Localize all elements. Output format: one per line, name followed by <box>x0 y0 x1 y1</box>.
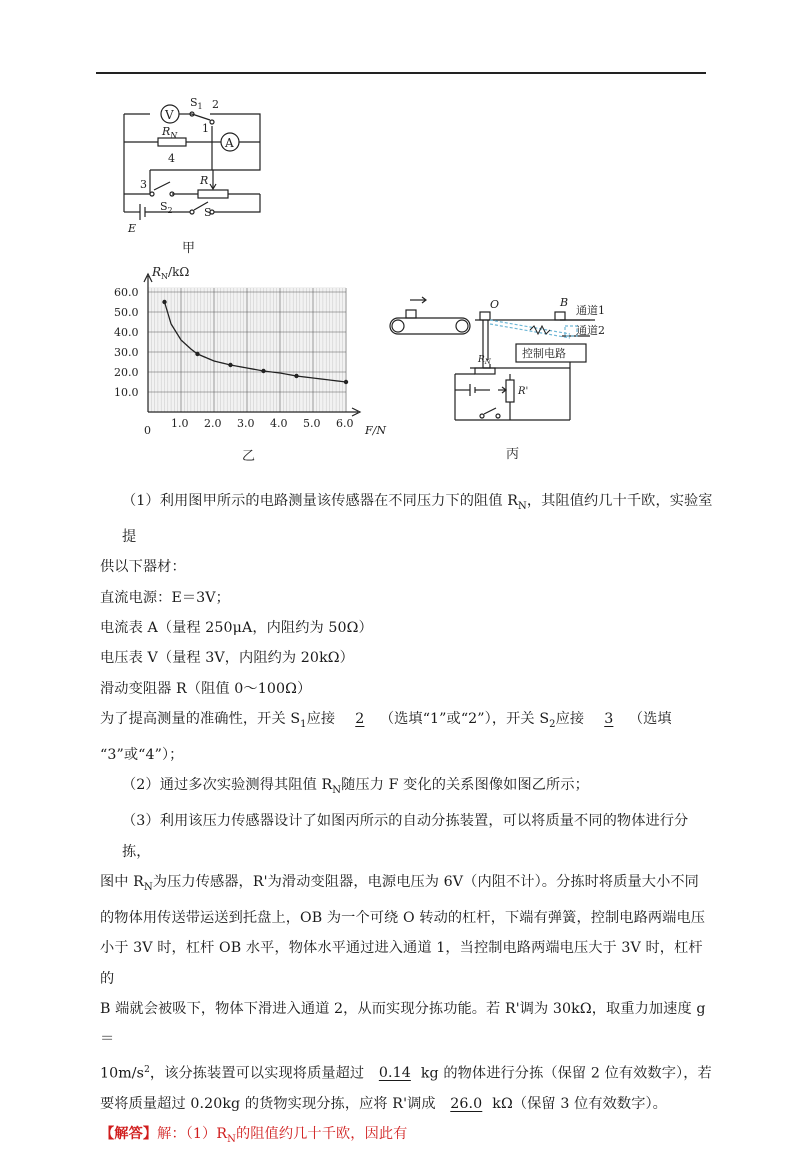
x-tick-label: 6.0 <box>336 417 354 430</box>
paragraph-3-line-3: 的物体用传送带运送到托盘上，OB 为一个可绕 O 转动的杠杆，下端有弹簧，控制电路两端电压 <box>100 910 706 927</box>
solution-tag: 【解答】 <box>100 1125 158 1142</box>
y-tick-label: 20.0 <box>114 366 139 379</box>
chart-ylabel: $R_N/k\Omega$ <box>152 265 190 281</box>
rn-label: $R_N$ <box>162 125 178 140</box>
solution-line: 【解答】解：$(1)R_N$的阻值约几十千欧，因此有 <box>100 1125 408 1145</box>
s-label: S <box>204 206 212 219</box>
chart-origin: 0 <box>144 424 151 437</box>
circuit-diagram-jia <box>110 92 280 257</box>
y-tick-label: 50.0 <box>114 306 139 319</box>
paragraph-3-line-4: 小于 3V 时，杠杆 OB 水平，物体水平通过进入通道 1，当控制电路两端电压大于 3V 时，杠杆的 <box>100 940 703 987</box>
x-tick-label: 3.0 <box>237 417 255 430</box>
paragraph-3: （3）利用该压力传感器设计了如图丙所示的自动分拣装置，可以将质量不同的物体进行分拣， <box>122 813 689 860</box>
terminal-4-label: 4 <box>168 152 175 165</box>
equipment-voltmeter: 电压表 V（量程 3V，内阻约为 20kΩ） <box>100 650 354 667</box>
pivot-o-label: O <box>490 298 500 311</box>
x-tick-label: 1.0 <box>171 417 189 430</box>
answer-blank-2: 3 <box>604 710 614 727</box>
figure-caption-yi: 乙 <box>242 449 256 464</box>
sorting-device-diagram <box>380 290 640 460</box>
question-switches: 为了提高测量的准确性，开关 $S_1$应接 2 （选填“1”或“2”），开关 $S_2$应接 3 （选填 <box>100 704 716 740</box>
y-tick-label: 10.0 <box>114 386 139 399</box>
data-point <box>261 369 265 373</box>
chart-rn-vs-f <box>110 262 400 467</box>
problem-text <box>100 486 716 1155</box>
paragraph-2: （2）通过多次实验测得其阻值 $R_N$随压力 F 变化的关系图像如图乙所示； <box>122 777 589 797</box>
figure-caption-jia: 甲 <box>182 241 196 256</box>
data-point <box>195 352 199 356</box>
ammeter-label: A <box>225 136 234 150</box>
answer-blank-3: 0.14 <box>378 1065 411 1082</box>
paragraph-3-line-7: 要将质量超过 0.20kg 的货物实现分拣，应将 R'调成 26.0 kΩ（保留 3 位有效数字）。 <box>100 1089 716 1119</box>
lever-end-b-label: B <box>560 296 569 309</box>
s1-label: $S_1$ <box>190 96 203 111</box>
paragraph-3-line-6: $10m/s^2$，该分拣装置可以实现将质量超过 0.14 kg 的物体进行分拣（保留 2 位有效数字），若 <box>100 1055 716 1089</box>
paragraph-3-line-5: B 端就会被吸下，物体下滑进入通道 2，从而实现分拣功能。若 R'调为 30kΩ，取重力加速度 g＝ <box>100 1001 706 1048</box>
voltmeter-label: V <box>165 108 174 122</box>
equipment-ammeter: 电流表 A（量程 250μA，内阻约为 50Ω） <box>100 620 373 637</box>
terminal-1-label: 1 <box>202 122 209 135</box>
channel-2-label: 通道2 <box>576 324 605 337</box>
header-rule <box>96 72 706 74</box>
sensor-rn-label: $R_N$ <box>478 355 491 366</box>
equipment-rheostat: 滑动变阻器 R（阻值 0～100Ω） <box>100 680 312 697</box>
rheostat-rp-label: R' <box>518 386 529 397</box>
battery-label: E <box>128 222 137 235</box>
y-tick-label: 40.0 <box>114 326 139 339</box>
control-circuit-label: 控制电路 <box>522 347 566 360</box>
data-point <box>162 300 166 304</box>
x-tick-label: 5.0 <box>303 417 321 430</box>
data-point <box>344 380 348 384</box>
data-point <box>228 363 232 367</box>
paragraph-3-line-2: 图中 $R_N$为压力传感器，R'为滑动变阻器，电源电压为 6V（内阻不计）。分拣时将质量大小不同 <box>100 874 699 893</box>
figure-caption-bing: 丙 <box>506 447 520 462</box>
chart-xlabel: F/N <box>365 424 386 437</box>
data-point <box>294 374 298 378</box>
answer-blank-4: 26.0 <box>450 1095 483 1112</box>
answer-blank-1: 2 <box>355 710 365 727</box>
question-switches-cont: “3”或“4”）； <box>100 747 184 764</box>
paragraph-1-cont: 供以下器材： <box>100 559 186 576</box>
channel-1-label: 通道1 <box>576 304 605 317</box>
rheostat-label: R <box>200 174 209 187</box>
x-tick-label: 4.0 <box>270 417 288 430</box>
equipment-power: 直流电源：E＝3V； <box>100 589 230 606</box>
x-tick-label: 2.0 <box>204 417 222 430</box>
y-tick-label: 30.0 <box>114 346 139 359</box>
y-tick-label: 60.0 <box>114 286 139 299</box>
terminal-2-label: 2 <box>212 98 219 111</box>
terminal-3-label: 3 <box>140 178 147 191</box>
s2-label: $S_2$ <box>160 200 173 215</box>
paragraph-1: （1）利用图甲所示的电路测量该传感器在不同压力下的阻值 $R_N$，其阻值约几十千欧，实验室提 <box>122 493 713 546</box>
